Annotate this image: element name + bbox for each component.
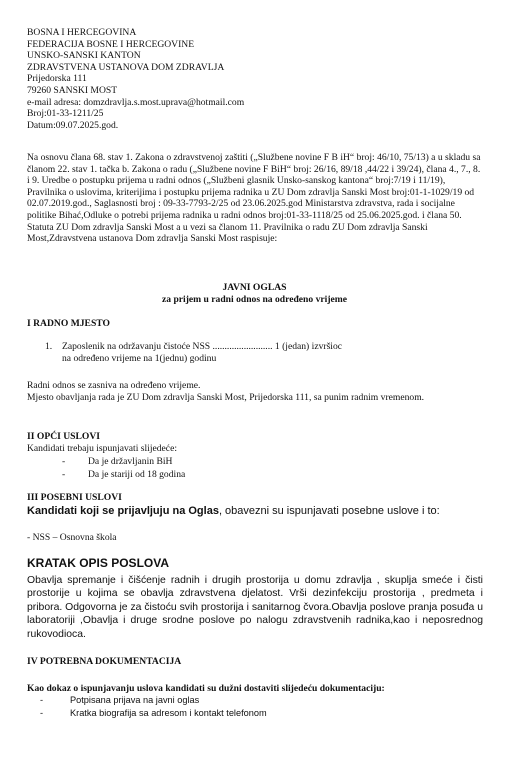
documentation-item — [40, 708, 267, 720]
bullet-dash: - — [62, 469, 66, 480]
header-federation: FEDERACIJA BOSNE I HERCEGOVINE — [27, 38, 195, 50]
section-2-heading: II OPĆI USLOVI — [27, 431, 101, 442]
header-reference-number: Broj:01-33-1211/25 — [27, 108, 104, 120]
special-conditions-lead-rest: , obavezni su ispunjavati posebne uslove i to: — [218, 505, 440, 517]
bullet-dash: - — [40, 708, 44, 718]
job-description-text: Obavlja spremanje i čišćenje radnih i drugih prostorija u domu zdravlja , skuplja smeće i čisti prostorije u kojima se obavlja zdravstvena djelatost. Vrši dezinfekciju prostorija , predmeta i pribora. Odgovorna je za čistoću svih prostorija i sanitarnog čvora.Obavlja poslove pranja posuđa u laboratoriji ,Obavlja i druge srodne poslove po nalogu zdravstvenih radnika,kao i neposrednog rukovodioca. — [27, 575, 483, 640]
document-title — [0, 282, 509, 305]
header-institution: ZDRAVSTVENA USTANOVA DOM ZDRAVLJA — [27, 61, 225, 73]
header-canton: UNSKO-SANSKI KANTON — [27, 50, 141, 62]
title-line-1: JAVNI OGLAS — [222, 282, 287, 293]
employment-type-text: Radni odnos se zasniva na određeno vrijeme. — [27, 380, 201, 391]
general-condition-item — [62, 469, 185, 481]
section-1-heading: I RADNO MJESTO — [27, 318, 110, 329]
letterhead — [27, 27, 497, 131]
documentation-lead: Kao dokaz o ispunjavanju uslova kandidati su dužni dostaviti slijedeću dokumentaciju: — [27, 683, 385, 694]
position-item-line-1: Zaposlenik na održavanju čistoće NSS ......................... 1 (jedan) izvršioc — [62, 341, 343, 352]
header-city: 79260 SANSKI MOST — [27, 84, 118, 96]
bullet-dash: - — [40, 695, 44, 705]
header-date: Datum:09.07.2025.god. — [27, 119, 119, 131]
job-description-heading: KRATAK OPIS POSLOVA — [27, 556, 170, 570]
bullet-dash: - — [62, 456, 66, 467]
work-location-text: Mjesto obavljanja rada je ZU Dom zdravlja Sanski Most, Prijedorska 111, sa punim radnim vremenom. — [27, 392, 425, 403]
header-country: BOSNA I HERCEGOVINA — [27, 27, 137, 38]
header-email: e-mail adresa: domzdravlja.s.most.uprava@hotmail.com — [27, 96, 245, 108]
special-conditions-lead — [27, 505, 485, 518]
position-item-line-2: na određeno vrijeme na 1(jednu) godinu — [62, 352, 217, 364]
header-street: Prijedorska 111 — [27, 73, 87, 85]
special-condition-item: - NSS – Osnovna škola — [27, 532, 117, 543]
general-condition-text: Da je stariji od 18 godina — [88, 469, 186, 480]
documentation-item-text: Kratka biografija sa adresom i kontakt telefonom — [70, 708, 267, 718]
section-4-heading: IV POTREBNA DOKUMENTACIJA — [27, 656, 182, 667]
documentation-item-text: Potpisana prijava na javni oglas — [70, 695, 200, 705]
general-condition-text: Da je državljanin BiH — [88, 456, 173, 467]
position-item-number: 1. — [45, 341, 53, 352]
legal-basis-paragraph: Na osnovu člana 68. stav 1. Zakona o zdravstvenoj zaštiti („Službene novine F B iH“ broj: 46/10, 75/13) a u skladu sa članom 22. stav 1. tačka b. Zakona o radu („Službene novine F BiH“ broj: 26/16, 89/18 ,44/22 i 39/24), člana 4., 7., 8. i 9. Uredbe o postupku prijema u radni odnos („Službeni glasnik Unsko-sanskog kantona“ broj:7/19 i 11/19), Pravilnika o uslovima, kriterijima i postupku prijema radnika u ZU Dom zdravlja Sanski Most broj:01-1-1029/19 od 02.07.2019.god., Saglasnosti broj : 09-33-7793-2/25 od 23.06.2025.god Ministarstva zdravstva, rada i socijalne politike Bihać,Odluke o potrebi prijema radnika u radni odnos broj:01-33-1118/25 od 25.06.2025.god. i člana 50. Statuta ZU Dom zdravlja Sanski Most a u vezi sa članom 11. Pravilnika o radu ZU Dom zdravlja Sanski Most,Zdravstvena ustanova Dom zdravlja Sanski Most raspisuje: — [27, 152, 481, 245]
section-3-heading: III POSEBNI USLOVI — [27, 492, 122, 503]
general-conditions-intro: Kandidati trebaju ispunjavati slijedeće: — [27, 443, 177, 454]
general-condition-item — [62, 456, 172, 468]
special-conditions-lead-bold: Kandidati koji se prijavljuju na Oglas — [27, 505, 219, 517]
title-line-2: za prijem u radni odnos na određeno vrijeme — [161, 293, 348, 305]
documentation-item — [40, 695, 199, 707]
